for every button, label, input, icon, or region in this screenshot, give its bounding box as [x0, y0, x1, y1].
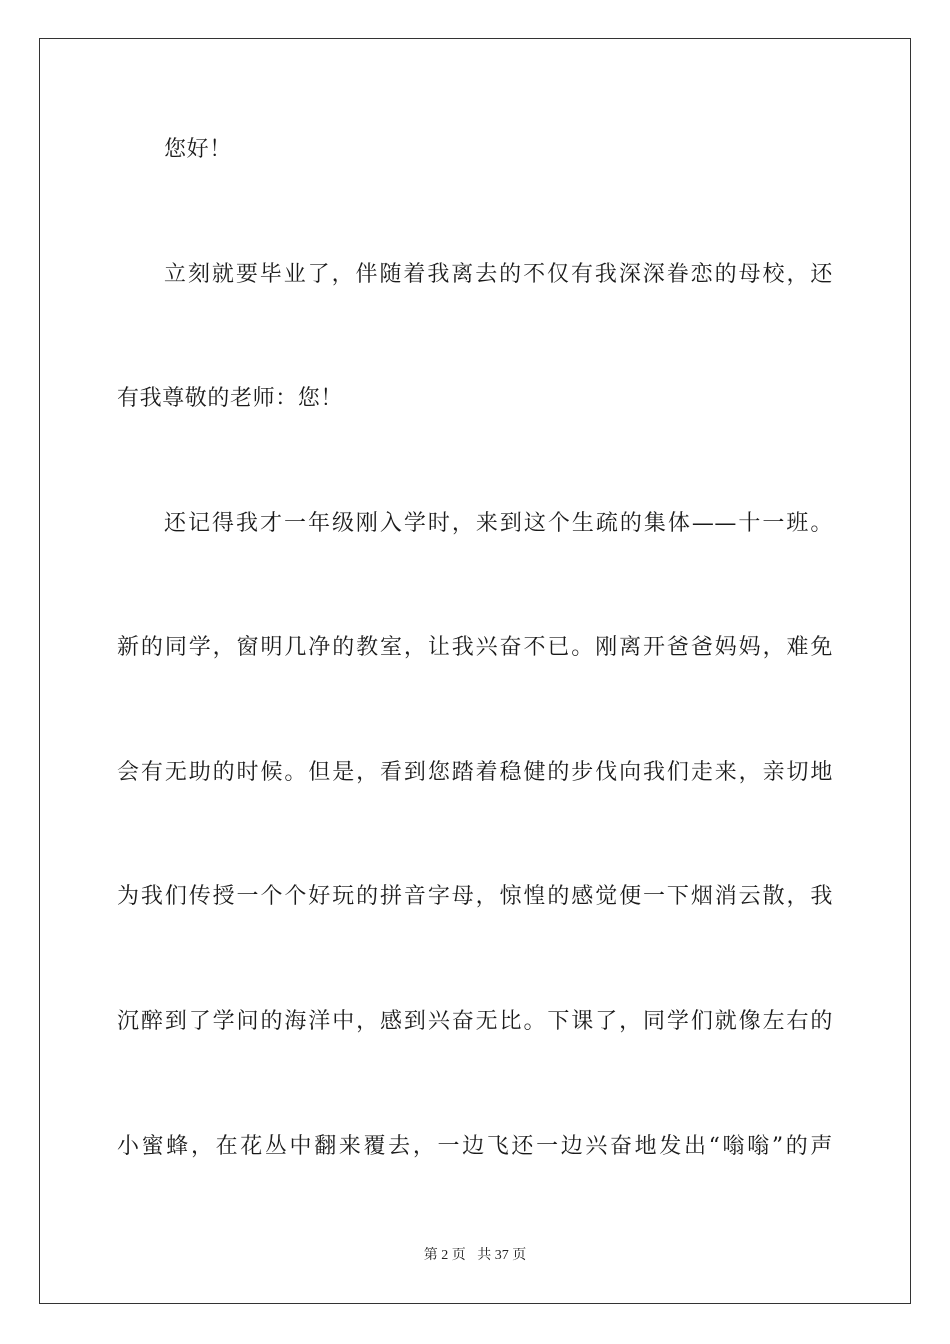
page-border: [39, 38, 911, 1304]
greeting-line: 您好！: [164, 137, 232, 162]
body-line: 有我尊敬的老师：您！: [117, 386, 344, 411]
body-line: 会有无助的时候。但是，看到您踏着稳健的步伐向我们走来，亲切地: [117, 760, 833, 785]
page-total: 共 37 页: [477, 1248, 527, 1263]
page-footer: [0, 1247, 950, 1265]
body-line: 新的同学，窗明几净的教室，让我兴奋不已。刚离开爸爸妈妈，难免: [117, 635, 833, 660]
body-line: 沉醉到了学问的海洋中，感到兴奋无比。下课了，同学们就像左右的: [117, 1009, 833, 1034]
body-line: 立刻就要毕业了，伴随着我离去的不仅有我深深眷恋的母校，还: [164, 262, 833, 287]
body-line: 还记得我才一年级刚入学时，来到这个生疏的集体——十一班。: [164, 511, 833, 536]
body-line: 为我们传授一个个好玩的拼音字母，惊惶的感觉便一下烟消云散，我: [117, 884, 833, 909]
page-number: 第 2 页: [423, 1248, 466, 1263]
body-line: 小蜜蜂，在花丛中翻来覆去，一边飞还一边兴奋地发出“嗡嗡”的声: [117, 1134, 833, 1159]
